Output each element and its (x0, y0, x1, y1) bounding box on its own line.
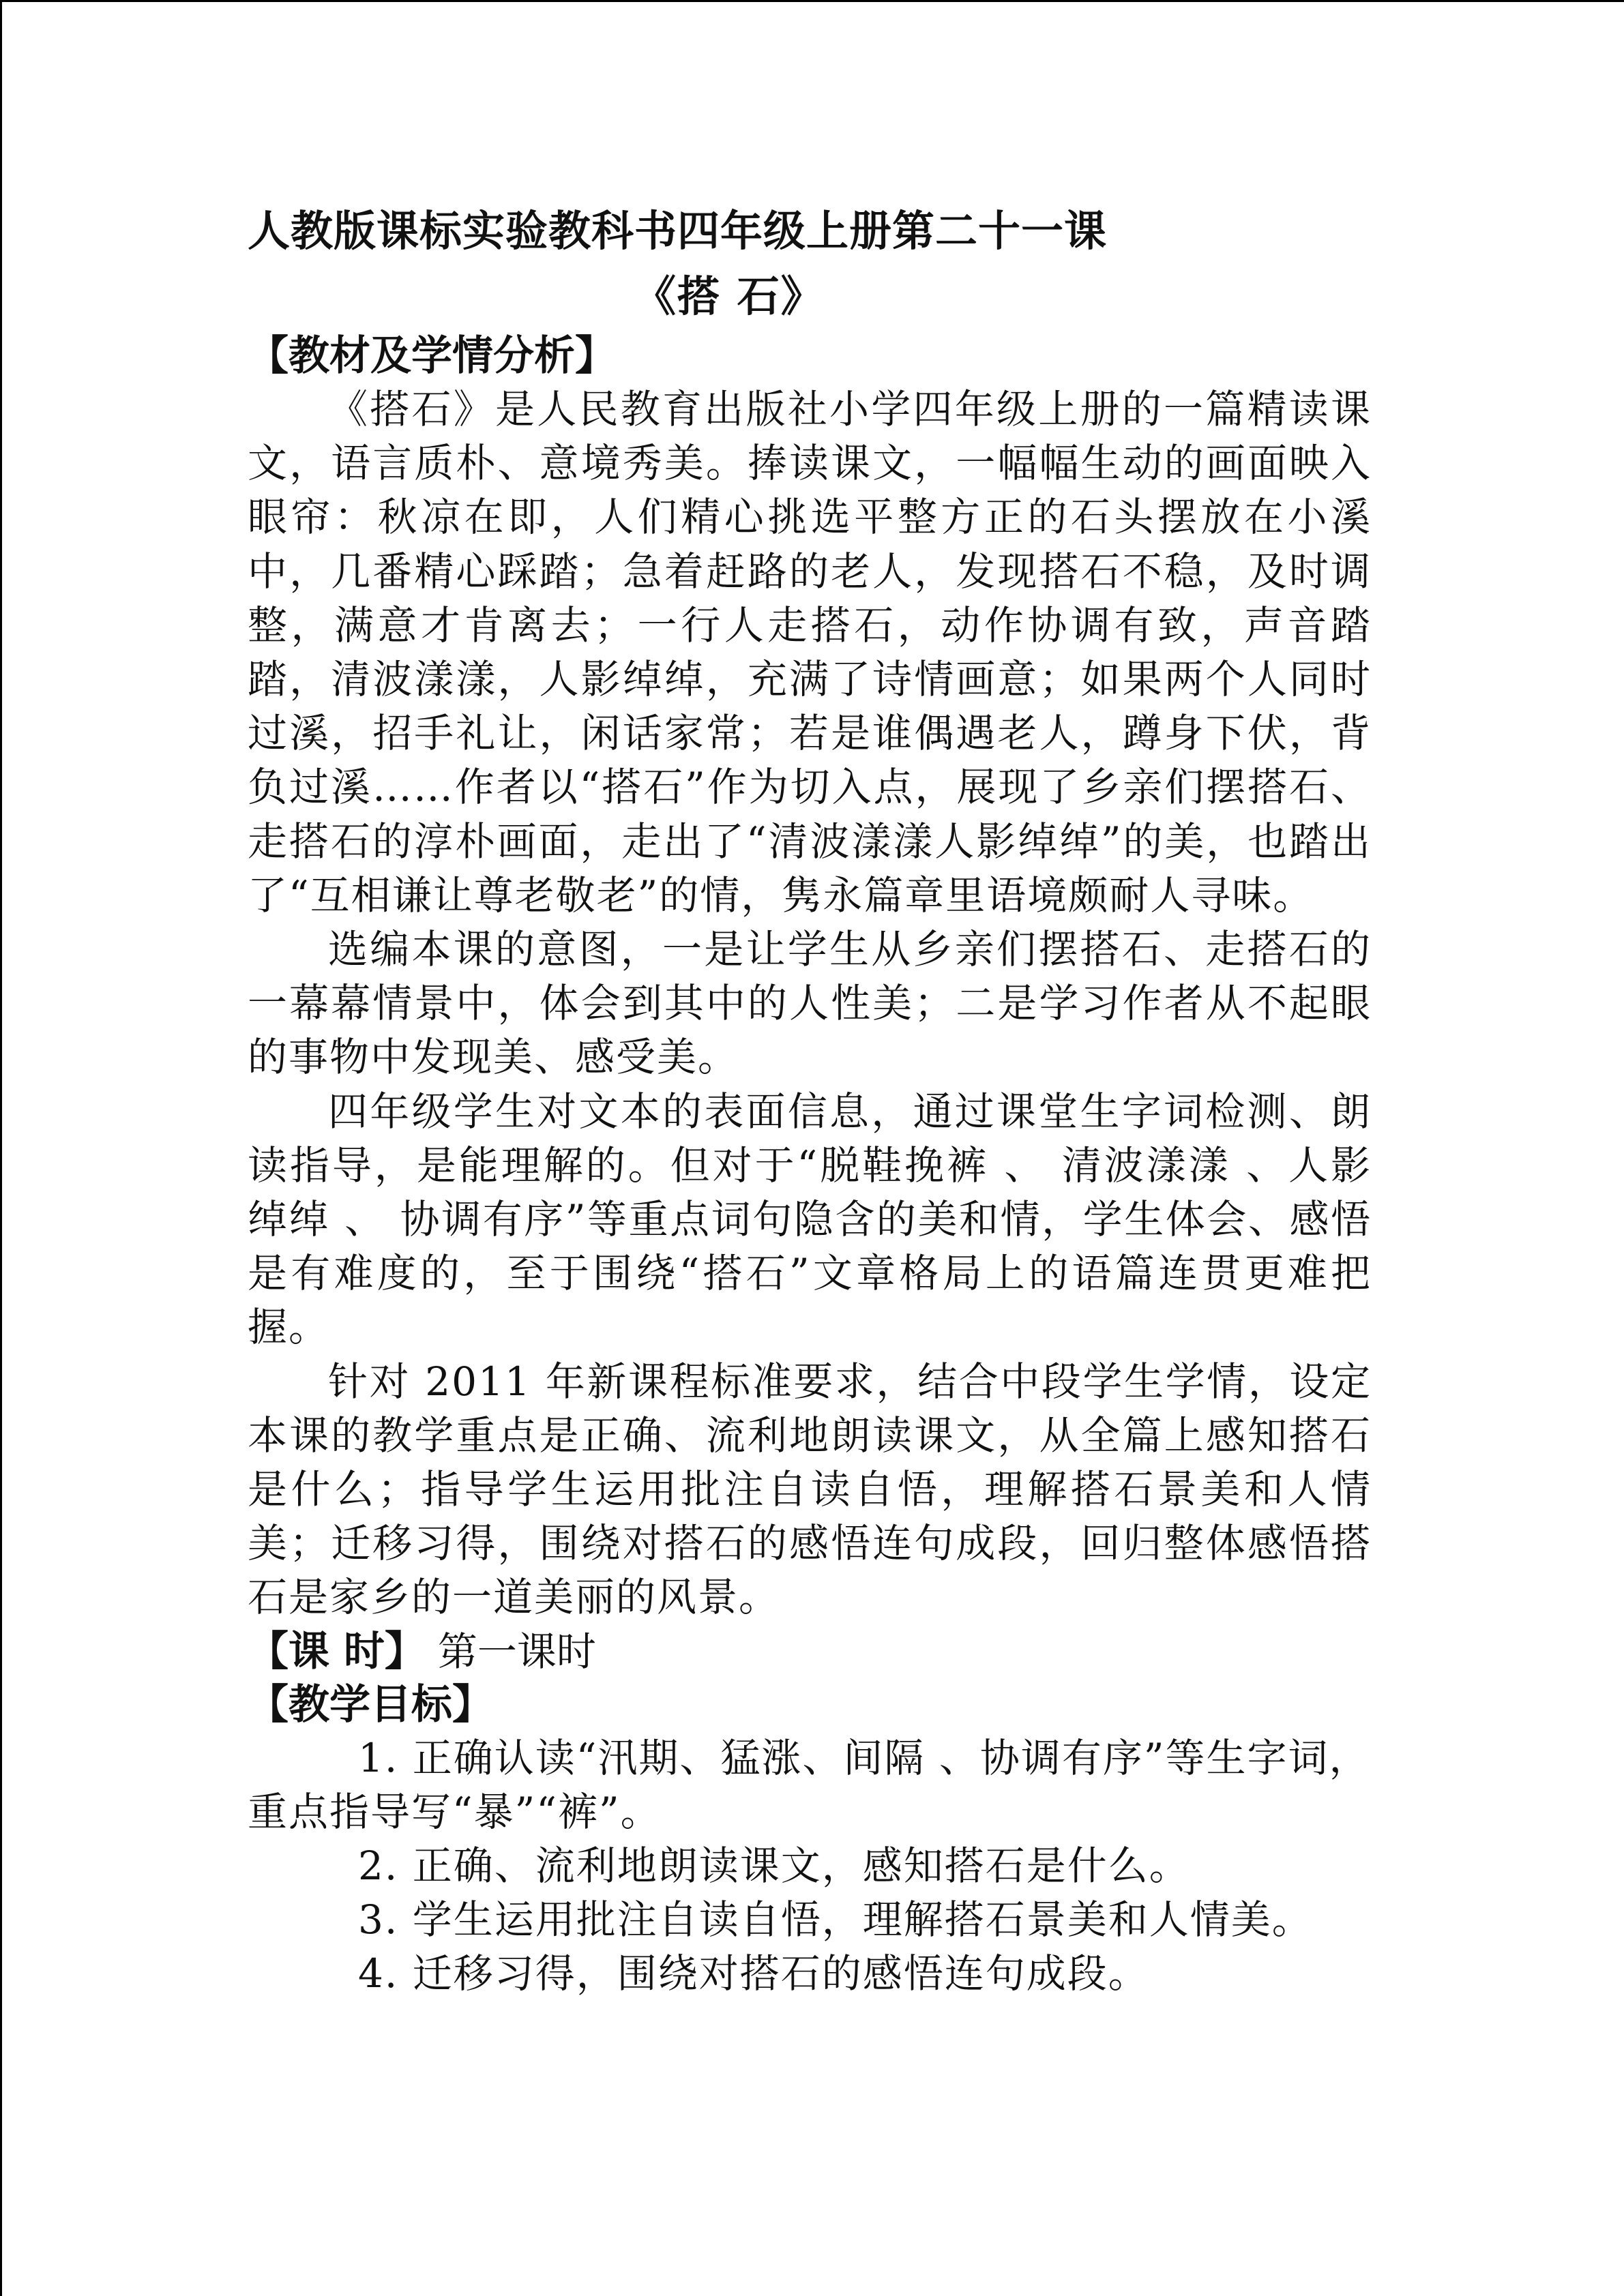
goal-item-3: 3. 学生运用批注自读自悟，理解搭石景美和人情美。 (358, 1896, 1313, 1943)
paragraph-teaching-focus: 针对 2011 年新课程标准要求，结合中段学生学情，设定本课的教学重点是正确、流利地朗读课文，从全篇上感知搭石是什么；指导学生运用批注自读自悟，理解搭石景美和人情美；迁移习得，围绕对搭石的感悟连句成段，回归整体感悟搭石是家乡的一道美丽的风景。 (248, 1358, 1372, 1621)
section-heading-analysis: 【教材及学情分析】 (248, 332, 616, 380)
class-period-row (248, 1625, 1380, 1678)
goal-item-4: 4. 迁移习得，围绕对搭石的感悟连句成段。 (358, 1950, 1149, 1997)
document-subtitle: 《搭 石》 (634, 271, 825, 321)
paragraph-intent: 选编本课的意图，一是让学生从乡亲们摆搭石、走搭石的一幕幕情景中，体会到其中的人性美；二是学习作者从不起眼的事物中发现美、感受美。 (248, 926, 1372, 1081)
goal-item-1: 1. 正确认读“汛期、猛涨、间隔 、协调有序”等生字词，重点指导写“暴”“裤”。 (248, 1734, 1370, 1835)
document-title: 人教版课标实验教科书四年级上册第二十一课 (248, 206, 1108, 256)
paragraph-intro: 《搭石》是人民教育出版社小学四年级上册的一篇精读课文，语言质朴、意境秀美。捧读课文，一幅幅生动的画面映入眼帘：秋凉在即，人们精心挑选平整方正的石头摆放在小溪中，几番精心踩踏；急着赶路的老人，发现搭石不稳，及时调整，满意才肯离去；一行人走搭石，动作协调有致，声音踏踏，清波漾漾，人影绰绰，充满了诗情画意；如果两个人同时过溪，招手礼让，闲话家常；若是谁偶遇老人，蹲身下伏，背负过溪……作者以“搭石”作为切入点，展现了乡亲们摆搭石、走搭石的淳朴画面，走出了“清波漾漾人影绰绰”的美，也踏出了“互相谦让尊老敬老”的情，隽永篇章里语境颇耐人寻味。 (248, 386, 1372, 919)
goal-item-2: 2. 正确、流利地朗读课文，感知搭石是什么。 (358, 1843, 1190, 1890)
document-content (248, 198, 1380, 2001)
class-period-value: 第一课时 (437, 1628, 596, 1675)
section-heading-goals: 【教学目标】 (248, 1680, 493, 1729)
class-period-label: 【课 时】 (248, 1627, 426, 1675)
paragraph-student-analysis: 四年级学生对文本的表面信息，通过课堂生字词检测、朗读指导，是能理解的。但对于“脱鞋挽裤 、 清波漾漾 、人影绰绰 、 协调有序”等重点词句隐含的美和情，学生体会、感悟是有难度的，至于围绕“搭石”文章格局上的语篇连贯更难把握。 (248, 1088, 1372, 1351)
